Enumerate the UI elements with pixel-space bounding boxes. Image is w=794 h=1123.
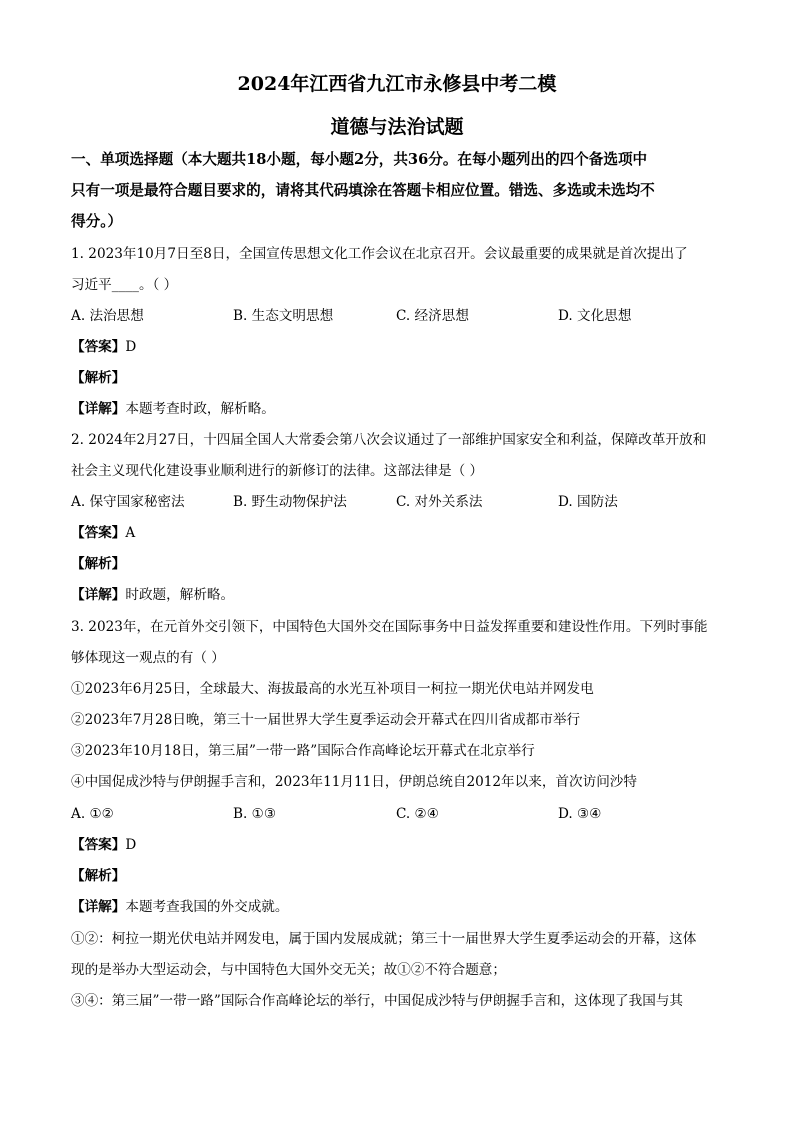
question-3-stem: 够体现这一观点的有（ ） bbox=[71, 650, 225, 666]
question-3-item: ④中国促成沙特与伊朗握手言和，2023年11月11日，伊朗总统自2012年以来，首次访问沙特 bbox=[71, 774, 637, 790]
question-1-stem: 习近平____。（ ） bbox=[71, 277, 178, 293]
question-1-answer bbox=[71, 337, 727, 357]
option-d: D. 文化思想 bbox=[558, 308, 632, 324]
option-c: C. 经济思想 bbox=[396, 308, 469, 324]
question-3-item: ①2023年6月25日，全球最大、海拔最高的水光互补项目一柯拉一期光伏电站并网发电 bbox=[71, 681, 594, 697]
question-3-explanation: ③④：第三届”一带一路”国际合作高峰论坛的举行，中国促成沙特与伊朗握手言和，这体现了我国与其 bbox=[71, 993, 684, 1009]
page-subtitle: 道德与法治试题 bbox=[330, 116, 464, 138]
question-1-detail bbox=[71, 399, 727, 419]
answer-value: D bbox=[125, 339, 137, 355]
question-2-answer bbox=[71, 523, 727, 543]
option-d: D. 国防法 bbox=[558, 494, 618, 510]
answer-label: 【答案】 bbox=[71, 837, 126, 853]
question-2-detail bbox=[71, 585, 727, 605]
page-title: 2024年江西省九江市永修县中考二模 bbox=[237, 73, 557, 95]
option-c: C. ②④ bbox=[396, 806, 439, 822]
detail-text: 本题考查时政，解析略。 bbox=[125, 401, 275, 417]
question-3-analysis bbox=[71, 866, 727, 886]
answer-label: 【答案】 bbox=[71, 525, 126, 541]
question-2-analysis bbox=[71, 554, 727, 574]
answer-label: 【答案】 bbox=[71, 339, 126, 355]
detail-label: 【详解】 bbox=[71, 401, 126, 417]
option-b: B. 生态文明思想 bbox=[233, 308, 334, 324]
question-3-stem: 3. 2023年，在元首外交引领下，中国特色大国外交在国际事务中日益发挥重要和建设性作用。下列时事能 bbox=[71, 619, 708, 635]
detail-label: 【详解】 bbox=[71, 899, 126, 915]
question-3-answer bbox=[71, 835, 727, 855]
option-a: A. 法治思想 bbox=[71, 308, 144, 324]
question-1-stem: 1. 2023年10月7日至8日，全国宣传思想文化工作会议在北京召开。会议最重要的成果就是首次提出了 bbox=[71, 246, 688, 262]
question-2-stem: 2. 2024年2月27日，十四届全国人大常委会第八次会议通过了一部维护国家安全和利益，保障改革开放和 bbox=[71, 432, 707, 448]
answer-value: D bbox=[125, 837, 137, 853]
question-3-detail bbox=[71, 897, 727, 917]
answer-value: A bbox=[125, 525, 136, 541]
question-1-analysis bbox=[71, 368, 727, 388]
question-3-explanation: ①②：柯拉一期光伏电站并网发电，属于国内发展成就；第三十一届世界大学生夏季运动会的开幕，这体 bbox=[71, 931, 697, 947]
section-header-line: 得分。） bbox=[71, 213, 123, 230]
option-b: B. ①③ bbox=[233, 806, 277, 822]
question-3-explanation: 现的是举办大型运动会，与中国特色大国外交无关；故①②不符合题意； bbox=[71, 962, 506, 978]
question-3-item: ②2023年7月28日晚，第三十一届世界大学生夏季运动会开幕式在四川省成都市举行 bbox=[71, 712, 581, 728]
detail-text: 时政题，解析略。 bbox=[125, 587, 235, 603]
detail-text: 本题考查我国的外交成就。 bbox=[125, 899, 289, 915]
analysis-label: 【解析】 bbox=[71, 868, 126, 884]
option-a: A. ①② bbox=[71, 806, 114, 822]
option-a: A. 保守国家秘密法 bbox=[71, 494, 185, 510]
analysis-label: 【解析】 bbox=[71, 556, 126, 572]
option-d: D. ③④ bbox=[558, 806, 602, 822]
question-3-item: ③2023年10月18日，第三届”一带一路”国际合作高峰论坛开幕式在北京举行 bbox=[71, 743, 535, 759]
option-b: B. 野生动物保护法 bbox=[233, 494, 347, 510]
question-2-stem: 社会主义现代化建设事业顺利进行的新修订的法律。这部法律是（ ） bbox=[71, 463, 484, 479]
analysis-label: 【解析】 bbox=[71, 370, 126, 386]
section-header-line: 一、单项选择题（本大题共18小题，每小题2分，共36分。在每小题列出的四个备选项中 bbox=[71, 151, 648, 168]
section-header-line: 只有一项是最符合题目要求的，请将其代码填涂在答题卡相应位置。错选、多选或未选均不 bbox=[71, 182, 655, 199]
option-c: C. 对外关系法 bbox=[396, 494, 483, 510]
detail-label: 【详解】 bbox=[71, 587, 126, 603]
